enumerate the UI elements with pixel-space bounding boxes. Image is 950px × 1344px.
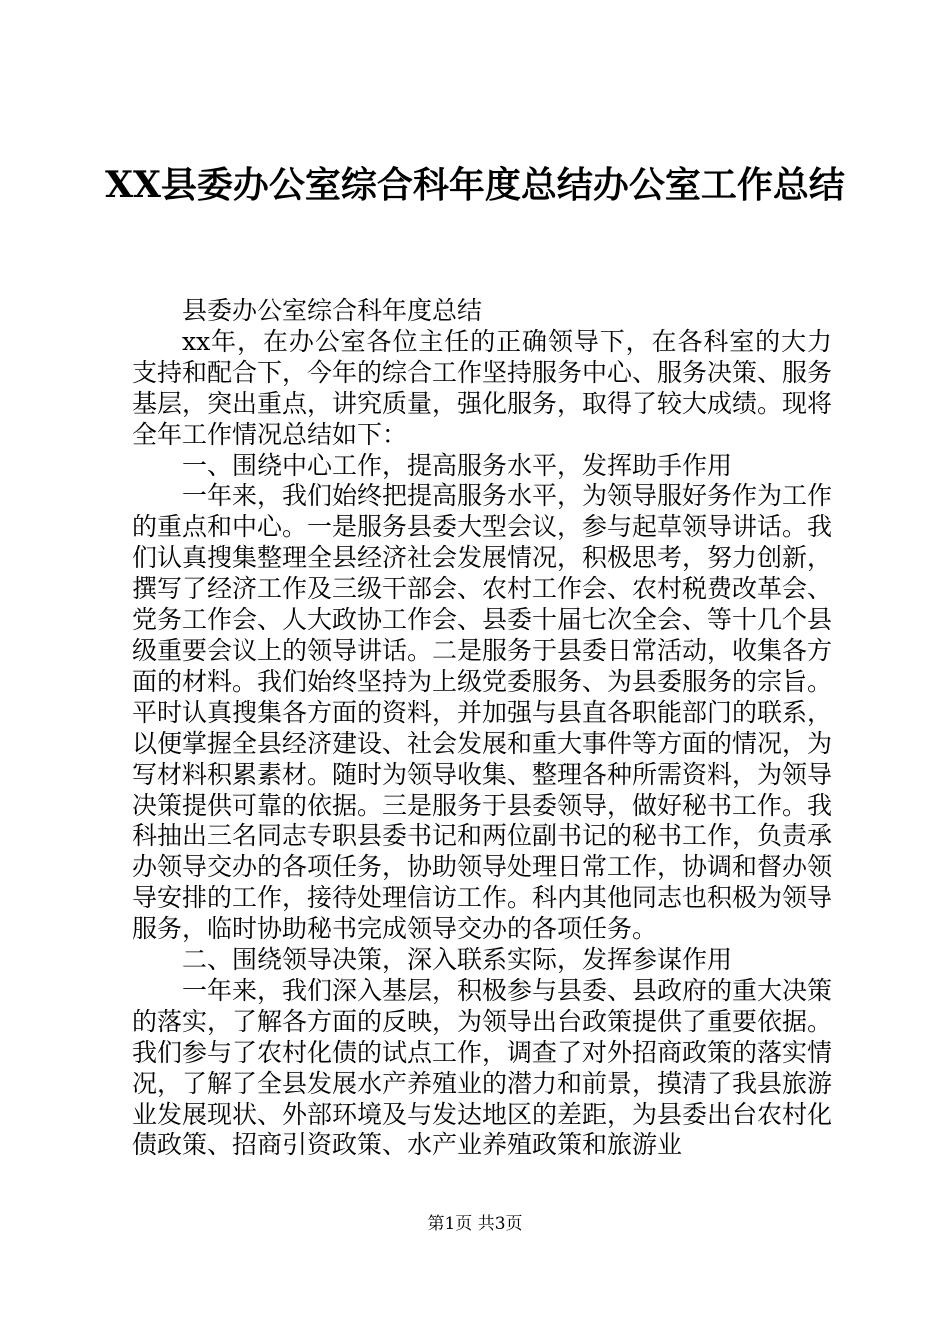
paragraph-section-1: 一年来，我们始终把提高服务水平，为领导服好务作为工作的重点和中心。一是服务县委大型会议，参与起草领导讲话。我们认真搜集整理全县经济社会发展情况，积极思考，努力创新，撰写了经济工作及三级干部会、农村工作会、农村税费改革会、党务工作会、人大政协工作会、县委十届七次全会、等十几个县级重要会议上的领导讲话。二是服务于县委日常活动，收集各方面的材料。我们始终坚持为上级党委服务、为县委服务的宗旨。平时认真搜集各方面的资料，并加强与县直各职能部门的联系，以便掌握全县经济建设、社会发展和重大事件等方面的情况，为写材料积累素材。随时为领导收集、整理各种所需资料，为领导决策提供可靠的依据。三是服务于县委领导，做好秘书工作。我科抽出三名同志专职县委书记和两位副书记的秘书工作，负责承办领导交办的各项任务，协助领导处理日常工作，协调和督办领导安排的工作，接待处理信访工作。科内其他同志也积极为领导服务，临时协助秘书完成领导交办的各项任务。 — [132, 481, 833, 944]
page-footer: 第1页 共3页 — [427, 1214, 523, 1234]
section-heading-1: 一、围绕中心工作，提高服务水平，发挥助手作用 — [182, 450, 733, 480]
section-heading-2: 二、围绕领导决策，深入联系实际，发挥参谋作用 — [182, 945, 733, 975]
document-body — [132, 296, 832, 1161]
document-title: XX县委办公室综合科年度总结办公室工作总结 — [105, 164, 845, 206]
paragraph-intro: xx年，在办公室各位主任的正确领导下，在各科室的大力支持和配合下，今年的综合工作坚持服务中心、服务决策、服务基层，突出重点，讲究质量，强化服务，取得了较大成绩。现将全年工作情况总结如下： — [132, 326, 833, 449]
paragraph-section-2: 一年来，我们深入基层，积极参与县委、县政府的重大决策的落实，了解各方面的反映，为领导出台政策提供了重要依据。我们参与了农村化债的试点工作，调查了对外招商政策的落实情况，了解了全县发展水产养殖业的潜力和前景，摸清了我县旅游业发展现状、外部环境及与发达地区的差距，为县委出台农村化债政策、招商引资政策、水产业养殖政策和旅游业 — [132, 975, 833, 1160]
paragraph-heading: 县委办公室综合科年度总结 — [182, 296, 483, 325]
